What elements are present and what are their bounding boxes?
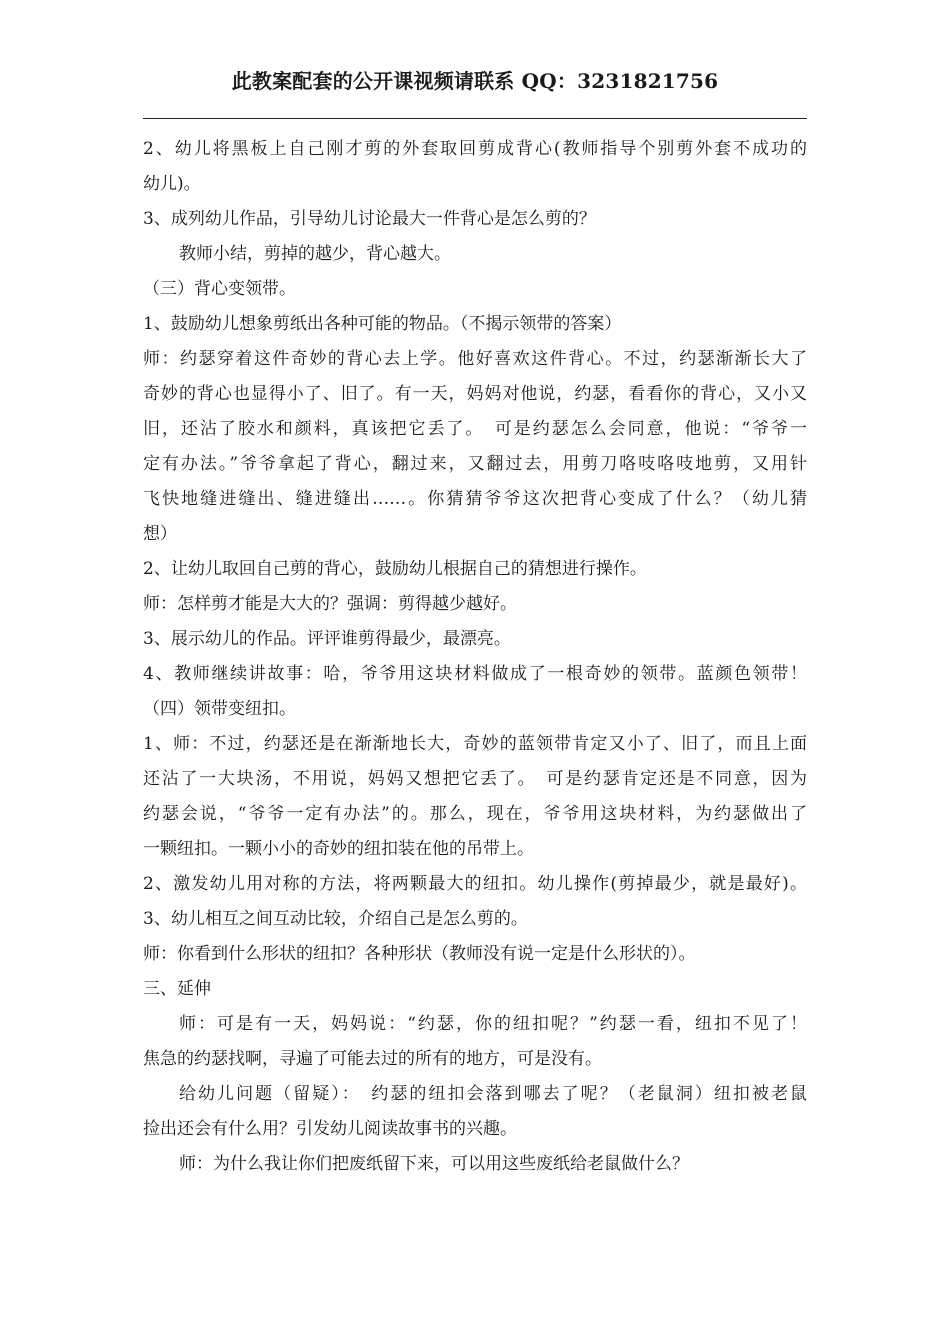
text-line: 捡出还会有什么用？引发幼儿阅读故事书的兴趣。 (143, 1119, 517, 1139)
text-line: 师：约瑟穿着这件奇妙的背心去上学。他好喜欢这件背心。不过，约瑟渐渐长大了 (143, 349, 807, 369)
page-header-title: 此教案配套的公开课视频请联系 QQ：3231821756 (231, 69, 719, 93)
document-body (143, 132, 807, 1182)
text-line: 飞快地缝进缝出、缝进缝出……。你猜猜爷爷这次把背心变成了什么？（幼儿猜 (143, 489, 807, 509)
text-line: 约瑟会说，“爷爷一定有办法”的。那么，现在，爷爷用这块材料，为约瑟做出了 (143, 804, 807, 824)
text-line: 想） (143, 524, 177, 544)
text-line: 4、教师继续讲故事：哈，爷爷用这块材料做成了一根奇妙的领带。蓝颜色领带！ (143, 664, 807, 684)
text-line: 给幼儿问题（留疑）： 约瑟的纽扣会落到哪去了呢？（老鼠洞）纽扣被老鼠 (179, 1084, 807, 1104)
text-line: 1、鼓励幼儿想象剪纸出各种可能的物品。（不揭示领带的答案） (143, 314, 622, 334)
text-line: 师：怎样剪才能是大大的？强调：剪得越少越好。 (143, 594, 517, 614)
text-line: 定有办法。”爷爷拿起了背心，翻过来，又翻过去，用剪刀咯吱咯吱地剪，又用针 (143, 454, 807, 474)
text-line: 幼儿)。 (143, 174, 201, 194)
text-line: 师：为什么我让你们把废纸留下来，可以用这些废纸给老鼠做什么？ (179, 1154, 689, 1174)
text-line: 3、幼儿相互之间互动比较，介绍自己是怎么剪的。 (143, 909, 528, 929)
text-line: 2、激发幼儿用对称的方法，将两颗最大的纽扣。幼儿操作(剪掉最少，就是最好)。 (143, 874, 807, 894)
section-heading: 三、延伸 (143, 979, 211, 999)
text-line: 师：你看到什么形状的纽扣？各种形状（教师没有说一定是什么形状的）。 (143, 944, 696, 964)
text-line: 还沾了一大块汤，不用说，妈妈又想把它丢了。 可是约瑟肯定还是不同意，因为 (143, 769, 807, 789)
text-line: 师：可是有一天，妈妈说：“约瑟，你的纽扣呢？”约瑟一看，纽扣不见了！ (179, 1014, 807, 1034)
text-line: 焦急的约瑟找啊，寻遍了可能去过的所有的地方，可是没有。 (143, 1049, 602, 1069)
text-line: 3、展示幼儿的作品。评评谁剪得最少，最漂亮。 (143, 629, 511, 649)
section-heading: （三）背心变领带。 (143, 279, 296, 299)
text-line: 一颗纽扣。一颗小小的奇妙的纽扣装在他的吊带上。 (143, 839, 534, 859)
text-line: 2、让幼儿取回自己剪的背心，鼓励幼儿根据自己的猜想进行操作。 (143, 559, 647, 579)
section-heading: （四）领带变纽扣。 (143, 699, 296, 719)
text-line: 2、幼儿将黑板上自己刚才剪的外套取回剪成背心(教师指导个别剪外套不成功的 (143, 139, 807, 159)
text-line: 1、师：不过，约瑟还是在渐渐地长大，奇妙的蓝领带肯定又小了、旧了，而且上面 (143, 734, 807, 754)
text-line: 奇妙的背心也显得小了、旧了。有一天，妈妈对他说，约瑟，看看你的背心，又小又 (143, 384, 807, 404)
text-line: 教师小结，剪掉的越少，背心越大。 (179, 244, 451, 264)
text-line: 旧，还沾了胶水和颜料，真该把它丢了。 可是约瑟怎么会同意，他说：“爷爷一 (143, 419, 807, 439)
header-divider (143, 118, 807, 119)
text-line: 3、成列幼儿作品，引导幼儿讨论最大一件背心是怎么剪的？ (143, 209, 596, 229)
